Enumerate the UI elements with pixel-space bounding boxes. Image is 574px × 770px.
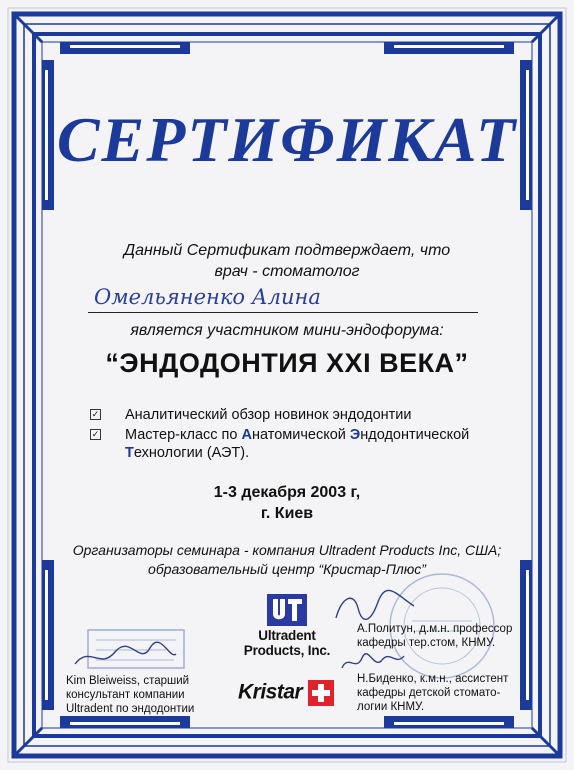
ultradent-logo-line-2: Products, Inc. bbox=[243, 643, 331, 658]
ultradent-logo bbox=[232, 594, 342, 658]
text-part: ндодонтической bbox=[360, 427, 470, 443]
text-part: ехнологии (АЭТ). bbox=[133, 445, 250, 461]
program-item-text bbox=[125, 426, 485, 462]
kristar-logo bbox=[238, 680, 334, 706]
signatory-right-2 bbox=[357, 672, 508, 714]
red-cross-icon bbox=[308, 680, 334, 706]
city-line: г. Киев bbox=[260, 505, 314, 522]
signatory-right-line: логии КНМУ. bbox=[357, 701, 425, 713]
program-item-text: Аналитический обзор новинок эндодонтии bbox=[125, 407, 412, 423]
checkbox-icon: ✓ bbox=[91, 429, 100, 439]
signatory-right-line: кафедры детской стомато- bbox=[357, 687, 501, 699]
highlight-letter: Т bbox=[125, 445, 134, 461]
intro-line-1: Данный Сертификат подтверждает, что bbox=[123, 242, 451, 259]
participant-text: является участником мини-эндофорума: bbox=[130, 322, 444, 339]
recipient-name: Омельяненко Алина bbox=[88, 285, 478, 313]
checkbox-icon: ✓ bbox=[91, 409, 100, 419]
signatory-left bbox=[66, 674, 194, 716]
ultradent-logo-line-1: Ultradent bbox=[258, 628, 316, 643]
highlight-letter: А bbox=[241, 427, 252, 443]
signatory-right-line: кафедры тер.стом, КНМУ. bbox=[357, 637, 496, 649]
organizers-line-2: образовательный центр “Кристар-Плюс” bbox=[148, 561, 426, 577]
certificate-title: СЕРТИФИКАТ bbox=[56, 104, 518, 175]
intro-line-2: врач - стоматолог bbox=[214, 263, 360, 280]
signatory-left-line: консультант компании bbox=[66, 689, 185, 701]
ultradent-logo-icon bbox=[267, 594, 307, 626]
organizers-line-1: Организаторы семинара - компания Ultradent Products Inc, США; bbox=[72, 542, 502, 558]
signatory-right-line: А.Политун, д.м.н. профессор bbox=[357, 623, 513, 635]
text-part: натомической bbox=[251, 427, 350, 443]
signatory-right-line: Н.Биденко, к.м.н., ассистент bbox=[357, 673, 509, 685]
signatory-left-line: Kim Bleiweiss, старший bbox=[66, 675, 190, 687]
date-line: 1-3 декабря 2003 г, bbox=[213, 484, 361, 501]
highlight-letter: Э bbox=[349, 427, 361, 443]
signature-left bbox=[70, 640, 180, 672]
event-date bbox=[0, 482, 574, 524]
text-part: Мастер-класс по bbox=[125, 427, 242, 443]
kristar-logo-text: Kristar bbox=[238, 680, 303, 704]
signatory-right-1 bbox=[357, 622, 512, 650]
forum-title: “ЭНДОДОНТИЯ XXI ВЕКА” bbox=[105, 348, 469, 378]
intro-text bbox=[0, 240, 574, 282]
signatory-left-line: Ultradent по эндодонтии bbox=[66, 703, 195, 715]
